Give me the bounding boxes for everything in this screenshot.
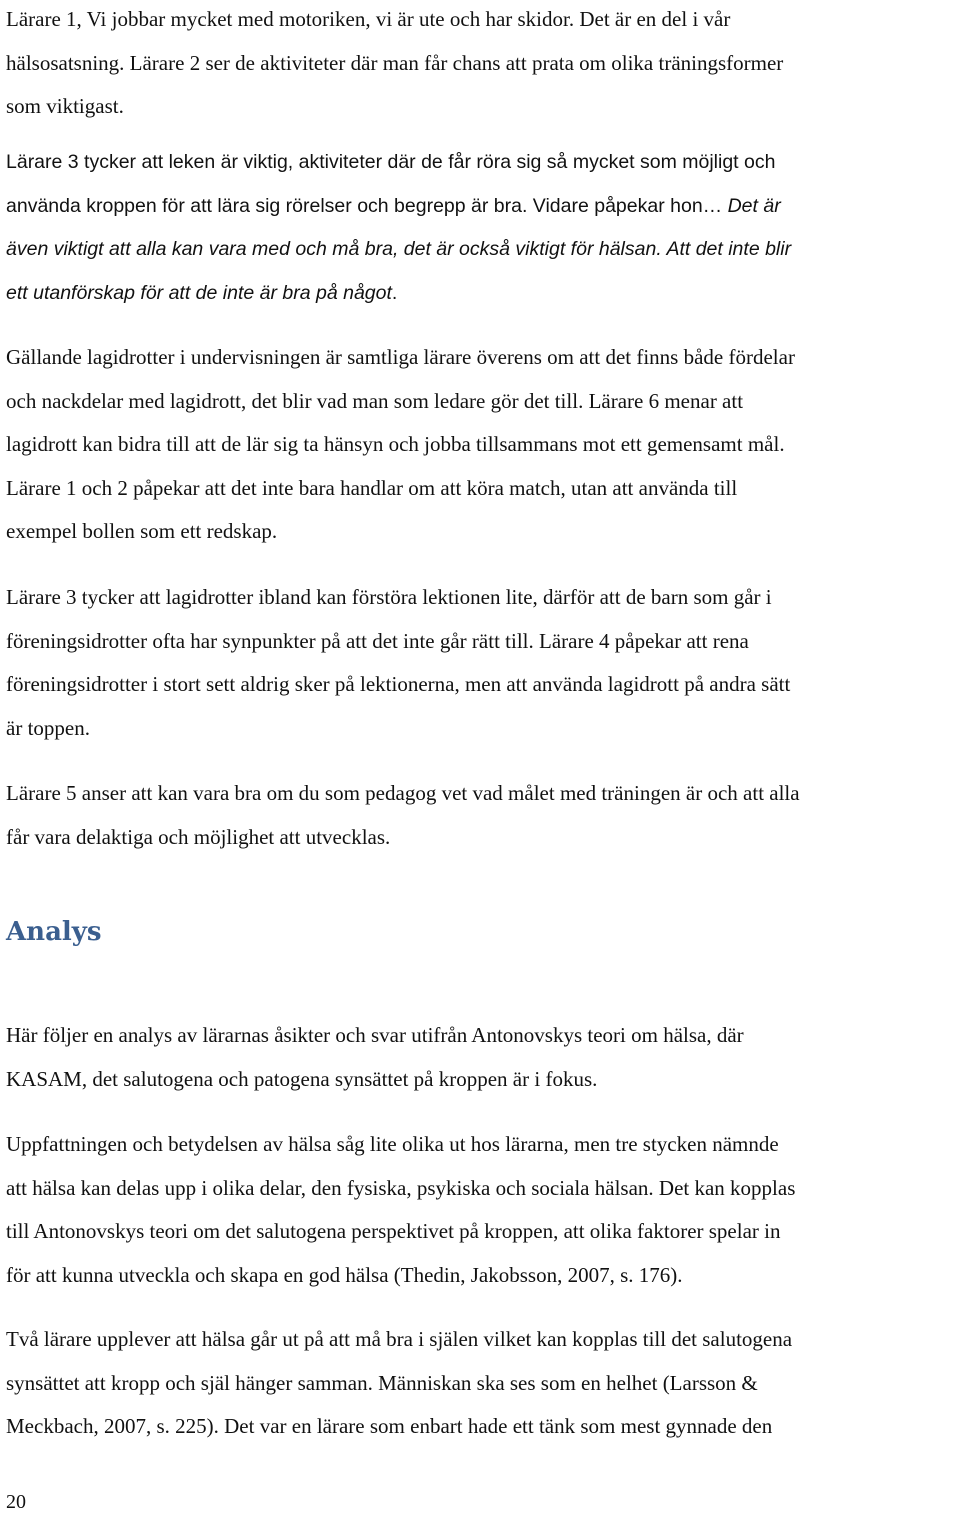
- text-line: [6, 185, 958, 229]
- paragraph-team-sports: [6, 336, 958, 554]
- section-heading: Analys: [6, 917, 102, 947]
- text-line: Gällande lagidrotter i undervisningen är samtliga lärare överens om att det finns både fördelar: [6, 345, 795, 369]
- paragraph-teachers-1-2: [6, 0, 958, 129]
- text-line: Lärare 3 tycker att leken är viktig, aktiviteter där de får röra sig så mycket som möjligt och: [6, 151, 776, 173]
- text-line: synsättet att kropp och själ hänger samman. Människan ska ses som en helhet (Larsson &: [6, 1370, 758, 1395]
- text-line: till Antonovskys teori om det salutogena perspektivet på kroppen, att olika faktorer spelar in: [6, 1219, 781, 1243]
- text-line: att hälsa kan delas upp i olika delar, den fysiska, psykiska och sociala hälsan. Det kan kopplas: [6, 1175, 796, 1200]
- text-line: Här följer en analys av lärarnas åsikter och svar utifrån Antonovskys teori om hälsa, där: [6, 1023, 744, 1047]
- text-line: lagidrott kan bidra till att de lär sig ta hänsyn och jobba tillsammans mot ett gemensamt mål.: [6, 432, 785, 456]
- text-line: Lärare 3 tycker att lagidrotter ibland kan förstöra lektionen lite, därför att de barn som går i: [6, 585, 772, 609]
- text-line: Uppfattningen och betydelsen av hälsa såg lite olika ut hos lärarna, men tre stycken nämnde: [6, 1132, 779, 1156]
- text-line: [6, 228, 958, 272]
- quote-text: även viktigt att alla kan vara med och må bra, det är också viktigt för hälsan.: [6, 238, 662, 260]
- text-line: Lärare 1, Vi jobbar mycket med motoriken, vi är ute och har skidor. Det är en del i vår: [6, 7, 731, 31]
- text-line: Lärare 1 och 2 påpekar att det inte bara handlar om att köra match, utan att använda till: [6, 475, 738, 500]
- text-line: Meckbach, 2007, s. 225). Det var en lärare som enbart hade ett tänk som mest gynnade den: [6, 1414, 773, 1438]
- text-segment: Att det inte blir: [661, 238, 792, 260]
- text-line: får vara delaktiga och möjlighet att utvecklas.: [6, 824, 391, 849]
- paragraph-teacher-3-4: [6, 576, 958, 750]
- text-line: [6, 272, 958, 316]
- text-line: KASAM, det salutogena och patogena synsättet på kroppen är i fokus.: [6, 1066, 598, 1091]
- quote-text: ett utanförskap för att de inte är bra på något: [6, 281, 392, 304]
- text-segment: använda kroppen för att lära sig rörelser och begrepp är bra. Vidare påpekar hon…: [6, 194, 723, 217]
- text-line: och nackdelar med lagidrott, det blir vad man som ledare gör det till. Lärare 6 menar att: [6, 388, 744, 413]
- text-line: är toppen.: [6, 715, 90, 740]
- paragraph-teacher-5: [6, 772, 958, 859]
- paragraph-analysis-intro: [6, 1014, 958, 1101]
- text-line: föreningsidrotter ofta har synpunkter på att det inte går rätt till. Lärare 4 påpekar att rena: [6, 628, 749, 653]
- text-line: för att kunna utveckla och skapa en god hälsa (Thedin, Jakobsson, 2007, s. 176).: [6, 1262, 683, 1287]
- paragraph-body-soul: [6, 1318, 958, 1449]
- text-line: hälsosatsning. Lärare 2 ser de aktiviteter där man får chans att prata om olika träningsformer: [6, 50, 784, 75]
- paragraph-teacher-3-quote: [6, 141, 958, 315]
- text-line: Lärare 5 anser att kan vara bra om du som pedagog vet vad målet med träningen är och att alla: [6, 781, 800, 805]
- quote-text: Det är: [722, 194, 781, 217]
- text-line: Två lärare upplever att hälsa går ut på att må bra i själen vilket kan kopplas till det salutogena: [6, 1327, 793, 1351]
- text-line: exempel bollen som ett redskap.: [6, 519, 278, 543]
- text-line: som viktigast.: [6, 94, 124, 118]
- page-number: 20: [6, 1491, 26, 1513]
- text-line: föreningsidrotter i stort sett aldrig sker på lektionerna, men att använda lagidrott på andra sätt: [6, 672, 791, 696]
- paragraph-health-perception: [6, 1123, 958, 1297]
- text-segment: .: [391, 281, 398, 304]
